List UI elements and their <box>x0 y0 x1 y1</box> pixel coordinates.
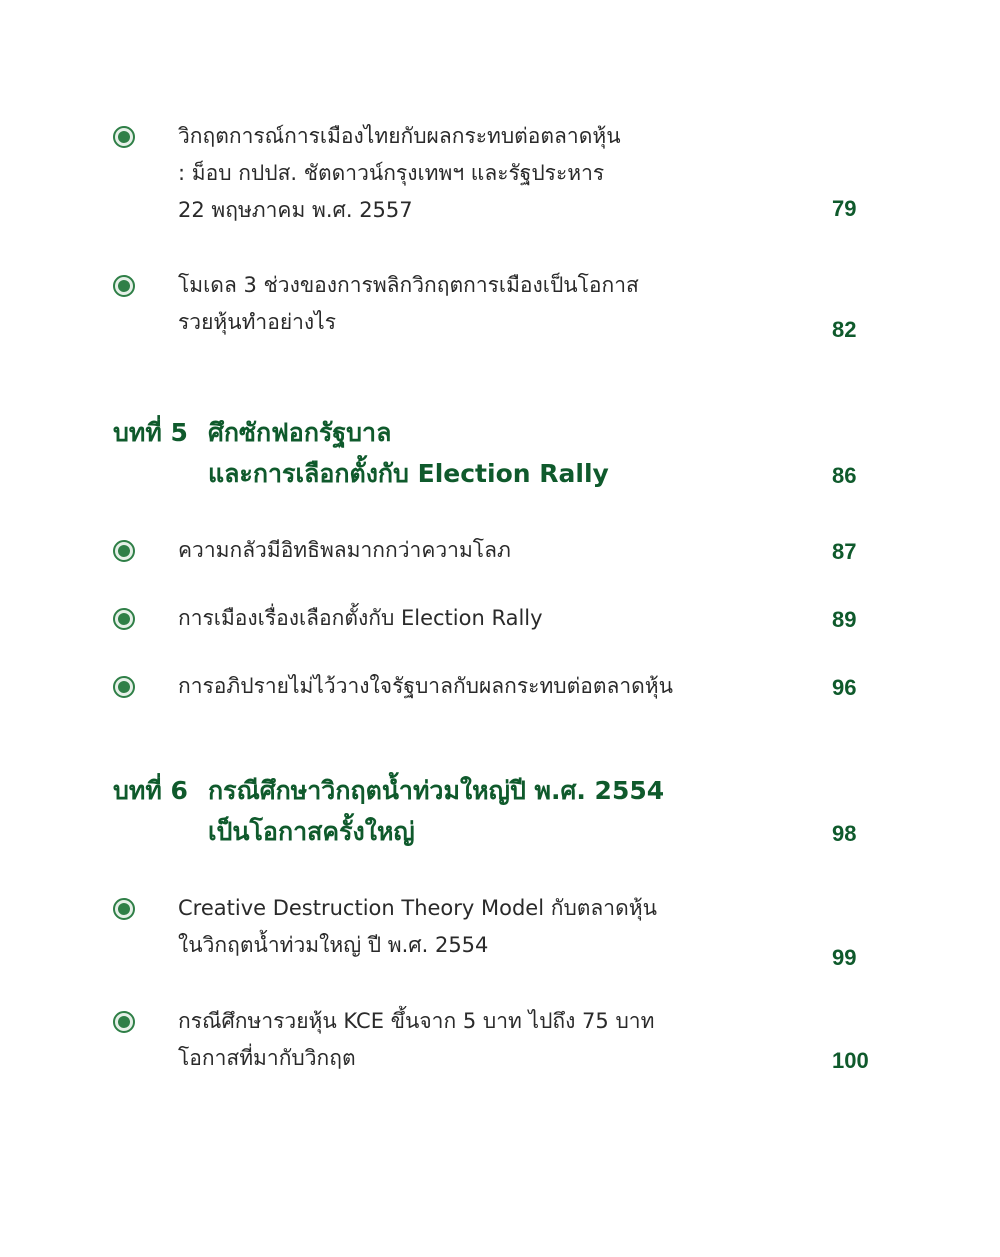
chapter-label: บทที่ 5 <box>113 418 188 447</box>
bullet-icon <box>113 676 135 698</box>
toc-entry-title <box>178 668 798 705</box>
bullet-icon <box>113 540 135 562</box>
chapter-title-line: ศึกซักฟอกรัฐบาล <box>208 418 392 447</box>
toc-entry-title <box>178 600 798 637</box>
chapter-title-line: เป็นโอกาสครั้งใหญ่ <box>208 817 415 846</box>
toc-entry-line: โอกาสที่มากับวิกฤต <box>178 1046 356 1070</box>
bullet-icon <box>113 898 135 920</box>
page-number: 87 <box>832 539 857 564</box>
bullet-icon <box>113 126 135 148</box>
page-number: 89 <box>832 607 857 632</box>
toc-entry-line: กรณีศึกษารวยหุ้น KCE ขึ้นจาก 5 บาท ไปถึง 75 บาท <box>178 1009 655 1033</box>
page-number: 79 <box>832 196 857 221</box>
toc-entry-title <box>178 532 798 569</box>
toc-entry-line: การเมืองเรื่องเลือกตั้งกับ Election Rally <box>178 606 543 630</box>
bullet-icon <box>113 1011 135 1033</box>
chapter-title <box>208 412 609 494</box>
toc-entry-title <box>178 118 798 229</box>
toc-entry-line: 22 พฤษภาคม พ.ศ. 2557 <box>178 198 413 222</box>
toc-entry-line: : ม็อบ กปปส. ชัตดาวน์กรุงเทพฯ และรัฐประหาร <box>178 161 605 185</box>
toc-entry-title <box>178 1003 798 1077</box>
page-number: 100 <box>832 1048 869 1073</box>
toc-entry-title <box>178 267 798 341</box>
toc-entry-line: ความกลัวมีอิทธิพลมากกว่าความโลภ <box>178 538 511 562</box>
chapter-title <box>208 770 664 852</box>
page-number: 86 <box>832 463 857 488</box>
toc-entry-line: การอภิปรายไม่ไว้วางใจรัฐบาลกับผลกระทบต่อตลาดหุ้น <box>178 674 674 698</box>
page-number: 96 <box>832 675 857 700</box>
page-number: 99 <box>832 945 857 970</box>
bullet-icon <box>113 608 135 630</box>
toc-entry-title <box>178 890 798 964</box>
toc-entry-line: Creative Destruction Theory Model กับตลาดหุ้น <box>178 896 657 920</box>
page-number: 82 <box>832 317 857 342</box>
chapter-label: บทที่ 6 <box>113 776 188 805</box>
bullet-icon <box>113 275 135 297</box>
chapter-title-line: กรณีศึกษาวิกฤตน้ำท่วมใหญ่ปี พ.ศ. 2554 <box>208 776 665 805</box>
chapter-title-line: และการเลือกตั้งกับ Election Rally <box>208 459 609 488</box>
toc-entry-line: โมเดล 3 ช่วงของการพลิกวิกฤตการเมืองเป็นโอกาส <box>178 273 639 297</box>
toc-entry-line: วิกฤตการณ์การเมืองไทยกับผลกระทบต่อตลาดหุ้น <box>178 124 621 148</box>
page-number: 98 <box>832 821 857 846</box>
toc-entry-line: ในวิกฤตน้ำท่วมใหญ่ ปี พ.ศ. 2554 <box>178 933 489 957</box>
toc-entry-line: รวยหุ้นทำอย่างไร <box>178 310 337 334</box>
